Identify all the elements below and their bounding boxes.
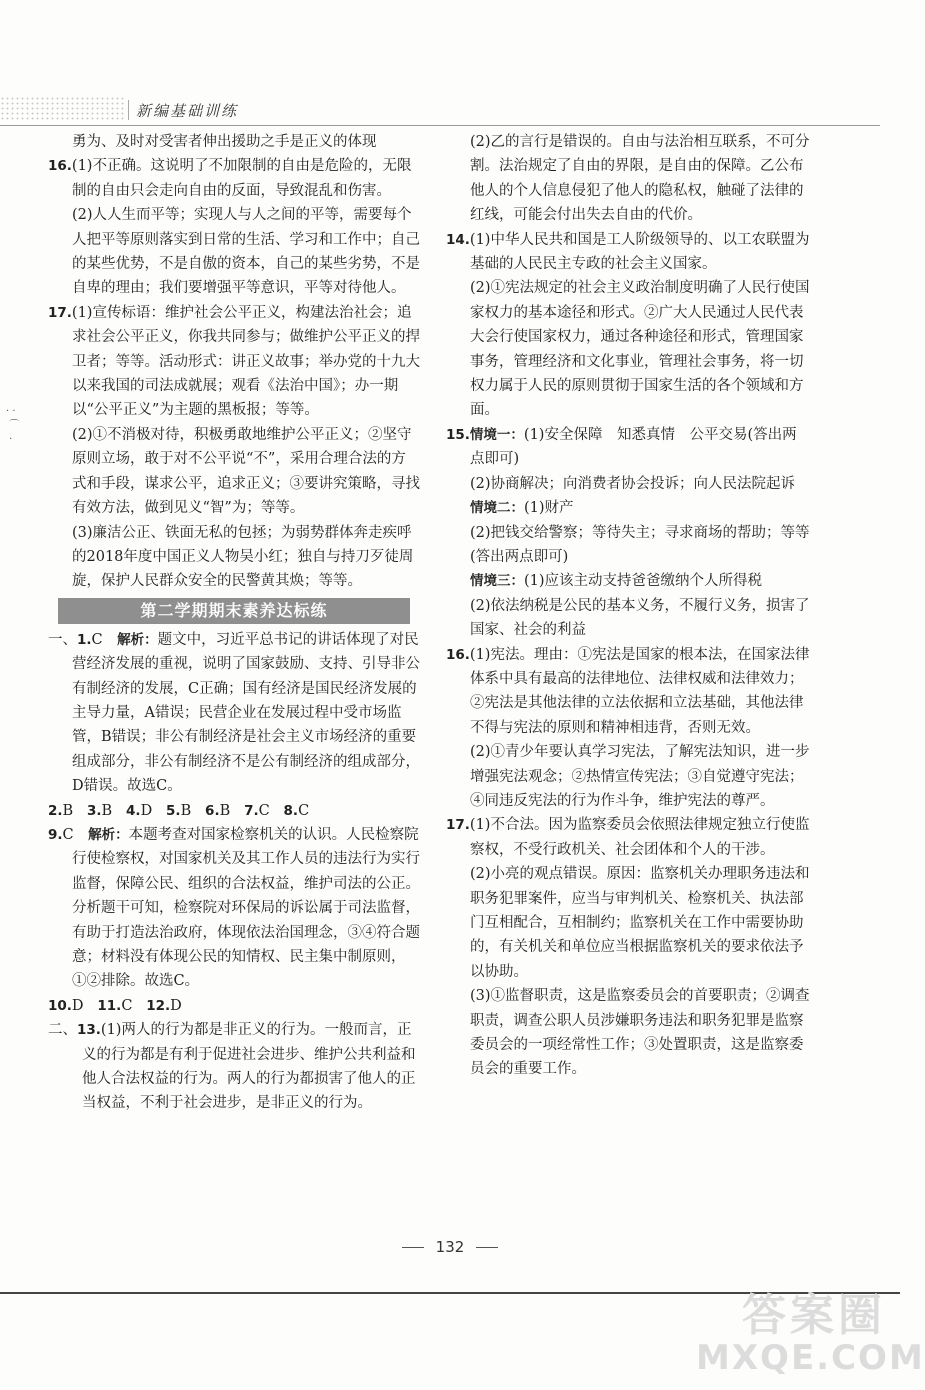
question-number: 9. bbox=[48, 826, 63, 843]
question-number: 1. bbox=[77, 631, 92, 648]
analysis-label: 解析： bbox=[117, 631, 158, 648]
right-column bbox=[446, 130, 811, 1082]
scenario3 bbox=[446, 569, 811, 593]
answer-choice: C bbox=[258, 802, 270, 819]
answer-text: (1)两人的行为都是非正义的行为。一般而言，正义的行为都是有利于促进社会进步、维护公共利益和他人合法权益的行为。两人的行为都损害了他人的正当权益，不利于社会进步，是非正义的行为。 bbox=[82, 1022, 416, 1112]
answer-text: (1)应该主动支持爸爸缴纳个人所得税 bbox=[524, 573, 763, 590]
section-prefix: 二、 bbox=[48, 1022, 77, 1039]
answer-1 bbox=[48, 628, 420, 799]
scenario-label: 情境三： bbox=[470, 573, 524, 590]
answer-9 bbox=[48, 823, 420, 994]
question-number: 11. bbox=[97, 997, 122, 1014]
answer-17-right-part2: (2)小亮的观点错误。原因：监察机关办理职务违法和职务犯罪案件，应当与审判机关、检察机关、执法部门互相配合，互相制约；监察机关在工作中需要协助的，有关机关和单位应当根据监察机关的要求依法予以协助。 bbox=[470, 866, 810, 980]
scenario2 bbox=[446, 496, 811, 520]
analysis-text: 题文中，习近平总书记的讲话体现了对民营经济发展的重视，说明了国家鼓励、支持、引导非公有制经济的发展，C正确；国有经济是国民经济发展的主导力量，A错误；民营企业在发展过程中受市场监管，B错误；非公有制经济是社会主义市场经济的重要组成部分，非公有制经济不是公有制经济的组成部分，D错误。故选C。 bbox=[72, 631, 420, 795]
answer-16 bbox=[48, 154, 420, 203]
question-number: 16. bbox=[48, 158, 72, 175]
watermark-bottom: MXQE.COM bbox=[696, 1338, 925, 1378]
section-prefix: 一、 bbox=[48, 631, 77, 648]
answer-choice: C bbox=[121, 997, 133, 1014]
answers-2-8 bbox=[48, 799, 420, 823]
answer-text: (1)财产 bbox=[524, 500, 574, 517]
question-number: 14. bbox=[446, 231, 470, 248]
left-column bbox=[48, 130, 420, 1116]
answer-13-part2: (2)乙的言行是错误的。自由与法治相互联系，不可分割。法治规定了自由的界限，是自由的保障。乙公布他人的个人信息侵犯了他人的隐私权，触碰了法律的红线，可能会付出失去自由的代价。 bbox=[470, 134, 810, 224]
header-divider bbox=[128, 100, 129, 120]
book-series-title: 新编基础训练 bbox=[136, 102, 239, 120]
answer-17 bbox=[48, 301, 420, 423]
question-number: 5. bbox=[166, 802, 181, 819]
analysis-text: 本题考查对国家检察机关的认识。人民检察院行使检察权，对国家机关及其工作人员的违法行为实行监督，保障公民、组织的合法权益，维护司法的公正。分析题干可知，检察院对环保局的诉讼属于司法监督，有助于打造法治政府，体现依法治国理念，③④符合题意；材料没有体现公民的知情权、民主集中制原则，①②排除。故选C。 bbox=[72, 826, 420, 990]
header-dot-band bbox=[0, 96, 125, 122]
answer-16-right-part2: (2)①青少年要认真学习宪法，了解宪法知识，进一步增强宪法观念；②热情宣传宪法；③自觉遵守宪法；④同违反宪法的行为作斗争，维护宪法的尊严。 bbox=[470, 744, 810, 809]
question-number: 16. bbox=[446, 646, 470, 663]
header-rule bbox=[0, 125, 880, 126]
question-number: 17. bbox=[446, 817, 470, 834]
answer-choice: B bbox=[101, 802, 113, 819]
scenario-label: 情境一： bbox=[469, 426, 524, 443]
answer-text: (1)宣传标语：维护社会公平正义，构建法治社会；追求社会公平正义，你我共同参与；做维护公平正义的捍卫者；等等。活动形式：讲正义故事；举办党的十九大以来我国的司法成就展；观看《法治中国》；办一期以“公平正义”为主题的黑板报；等等。 bbox=[71, 304, 420, 419]
question-number: 2. bbox=[48, 802, 63, 819]
answer-16-right bbox=[446, 643, 811, 741]
page-number-text: 132 bbox=[435, 1238, 465, 1256]
answer-15 bbox=[446, 423, 811, 472]
margin-marks: · · ⌒ · bbox=[6, 406, 20, 445]
answer-text: (1)不正确。这说明了不加限制的自由是危险的，无限制的自由只会走向自由的反面，导致混乱和伤害。 bbox=[71, 158, 412, 199]
answer-text: (1)安全保障 知悉真情 公平交易(答出两点即可) bbox=[470, 426, 797, 468]
watermark-top: 答案圈 bbox=[742, 1290, 886, 1341]
question-number: 15. bbox=[446, 426, 470, 443]
question-number: 3. bbox=[87, 802, 102, 819]
scenario3-part2: (2)依法纳税是公民的基本义务，不履行义务，损害了国家、社会的利益 bbox=[470, 597, 810, 639]
answer-13 bbox=[48, 1018, 420, 1116]
answer-text: (1)不合法。因为监察委员会依照法律规定独立行使监察权，不受行政机关、社会团体和个人的干涉。 bbox=[469, 817, 810, 858]
answer-17-part2: (2)①不消极对待，积极勇敢地维护公平正义；②坚守原则立场，敢于对不公平说“不”，采用合理合法的方式和手段，谋求公平，追求正义；③要讲究策略，寻找有效方法，做到见义“智”为；等等。 bbox=[72, 426, 420, 517]
answer-17-right bbox=[446, 813, 811, 862]
watermark-logo bbox=[696, 1290, 925, 1382]
answer-14 bbox=[446, 228, 811, 277]
answer-choice: B bbox=[180, 802, 192, 819]
scenario1-part2: (2)协商解决；向消费者协会投诉；向人民法院起诉 bbox=[470, 475, 796, 492]
answer-choice: D bbox=[170, 997, 182, 1014]
answer-17-right-part3: (3)①监督职责，这是监察委员会的首要职责；②调查职责，调查公职人员涉嫌职务违法和职务犯罪是监察委员会的一项经常性工作；③处置职责，这是监察委员会的重要工作。 bbox=[470, 988, 810, 1078]
page-number bbox=[0, 1238, 900, 1256]
answer-14-part2: (2)①宪法规定的社会主义政治制度明确了人民行使国家权力的基本途径和形式。②广大人民通过人民代表大会行使国家权力，通过各种途径和形式，管理国家事务，管理经济和文化事业，管理社会事务，将一切权力属于人民的原则贯彻于国家生活的各个领域和方面。 bbox=[470, 280, 810, 419]
page-dash-right bbox=[476, 1247, 498, 1248]
answer-choice: B bbox=[62, 802, 74, 819]
question-number: 4. bbox=[126, 802, 141, 819]
answer-choice: D bbox=[140, 802, 153, 819]
question-number: 13. bbox=[77, 1022, 101, 1039]
answer-17-part3: (3)廉洁公正、铁面无私的包拯；为弱势群体奔走疾呼的2018年度中国正义人物吴小红；独自与持刀歹徒周旋，保护人民群众安全的民警黄其焕；等等。 bbox=[72, 524, 414, 590]
answer-choice: C bbox=[298, 802, 310, 819]
question-number: 8. bbox=[283, 802, 299, 819]
answer-choice: B bbox=[219, 802, 231, 819]
answer-text: (1)中华人民共和国是工人阶级领导的、以工农联盟为基础的人民民主专政的社会主义国家。 bbox=[469, 231, 810, 273]
answers-10-12 bbox=[48, 994, 420, 1018]
question-number: 6. bbox=[205, 802, 220, 819]
section-title-banner: 第二学期期末素养达标练 bbox=[58, 598, 410, 624]
answer-choice: D bbox=[71, 997, 84, 1014]
answer-choice: C bbox=[62, 826, 74, 843]
question-number: 17. bbox=[48, 304, 72, 321]
question-number: 12. bbox=[146, 997, 171, 1014]
continued-line: 勇为、及时对受害者伸出援助之手是正义的体现 bbox=[72, 134, 377, 150]
answer-16-part2: (2)人人生而平等；实现人与人之间的平等，需要每个人把平等原则落实到日常的生活、学习和工作中；自己的某些优势，不是自傲的资本，自己的某些劣势，不是自卑的理由；我们要增强平等意识，平等对待他人。 bbox=[72, 207, 420, 297]
answer-choice: C bbox=[91, 631, 103, 648]
answer-text: (1)宪法。理由：①宪法是国家的根本法，在国家法律体系中具有最高的法律地位、法律权威和法律效力；②宪法是其他法律的立法依据和立法基础，其他法律不得与宪法的原则和精神相违背，否则无效。 bbox=[469, 646, 810, 736]
analysis-label: 解析： bbox=[88, 826, 129, 843]
scenario-label: 情境二： bbox=[470, 500, 524, 517]
scenario2-part2: (2)把钱交给警察；等待失主；寻求商场的帮助；等等(答出两点即可) bbox=[470, 524, 810, 565]
question-number: 10. bbox=[48, 997, 72, 1014]
question-number: 7. bbox=[244, 802, 259, 819]
page-dash-left bbox=[402, 1247, 424, 1248]
